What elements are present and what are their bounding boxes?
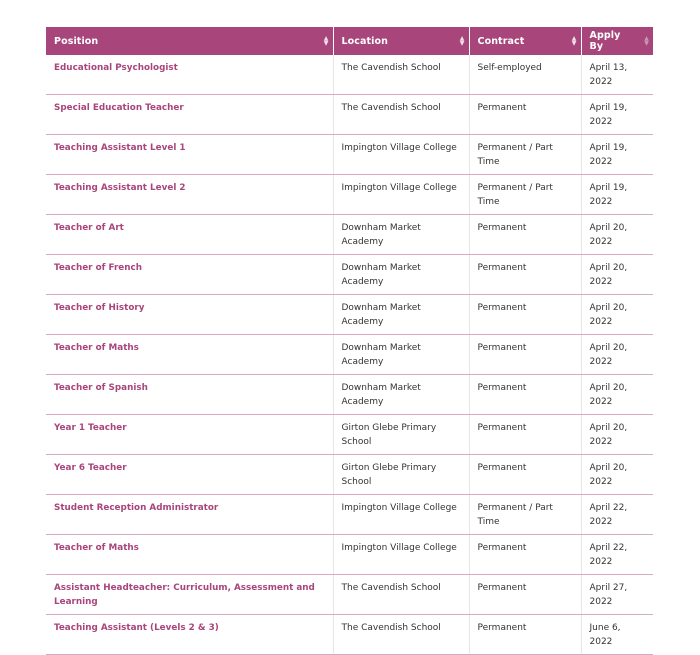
location-cell: Downham Market Academy bbox=[333, 215, 469, 255]
sort-ascending-icon[interactable]: ▲ ▼ bbox=[644, 35, 649, 47]
position-link[interactable]: Student Reception Administrator bbox=[46, 495, 333, 535]
table-row bbox=[46, 95, 653, 135]
contract-cell: Permanent / Part Time bbox=[469, 135, 581, 175]
position-link[interactable]: Teacher of Art bbox=[46, 215, 333, 255]
apply-by-cell: April 22, 2022 bbox=[581, 495, 653, 535]
apply-by-cell: April 20, 2022 bbox=[581, 415, 653, 455]
apply-by-cell: April 20, 2022 bbox=[581, 215, 653, 255]
table-header-row bbox=[46, 27, 653, 55]
position-link[interactable]: Teacher of Maths bbox=[46, 535, 333, 575]
location-cell: The Cavendish School bbox=[333, 55, 469, 95]
location-cell: Downham Market Academy bbox=[333, 295, 469, 335]
contract-cell: Self-employed bbox=[469, 55, 581, 95]
contract-cell: Permanent bbox=[469, 535, 581, 575]
table-row bbox=[46, 55, 653, 95]
apply-by-cell: April 20, 2022 bbox=[581, 335, 653, 375]
table-row bbox=[46, 415, 653, 455]
position-link[interactable]: Special Education Teacher bbox=[46, 95, 333, 135]
location-cell: The Cavendish School bbox=[333, 615, 469, 655]
table-row bbox=[46, 135, 653, 175]
location-cell: The Cavendish School bbox=[333, 575, 469, 615]
location-cell: Impington Village College bbox=[333, 175, 469, 215]
apply-by-cell: April 20, 2022 bbox=[581, 255, 653, 295]
apply-by-cell: April 20, 2022 bbox=[581, 455, 653, 495]
position-link[interactable]: Teacher of Maths bbox=[46, 335, 333, 375]
contract-cell: Permanent bbox=[469, 575, 581, 615]
table-row bbox=[46, 335, 653, 375]
contract-cell: Permanent bbox=[469, 375, 581, 415]
sort-arrows-icon[interactable]: ▲ ▼ bbox=[459, 35, 465, 47]
sort-arrows-icon[interactable]: ▲ ▼ bbox=[323, 35, 329, 47]
position-link[interactable]: Teaching Assistant (Levels 2 & 3) bbox=[46, 615, 333, 655]
contract-cell: Permanent / Part Time bbox=[469, 175, 581, 215]
vacancies-table bbox=[46, 27, 653, 655]
header-apply-by[interactable] bbox=[581, 27, 653, 55]
location-cell: Downham Market Academy bbox=[333, 255, 469, 295]
position-link[interactable]: Teacher of Spanish bbox=[46, 375, 333, 415]
location-cell: Impington Village College bbox=[333, 495, 469, 535]
position-link[interactable]: Year 1 Teacher bbox=[46, 415, 333, 455]
contract-cell: Permanent bbox=[469, 215, 581, 255]
apply-by-cell: April 20, 2022 bbox=[581, 295, 653, 335]
position-link[interactable]: Teaching Assistant Level 1 bbox=[46, 135, 333, 175]
position-link[interactable]: Teacher of French bbox=[46, 255, 333, 295]
apply-by-cell: April 19, 2022 bbox=[581, 175, 653, 215]
position-link[interactable]: Teaching Assistant Level 2 bbox=[46, 175, 333, 215]
table-row bbox=[46, 535, 653, 575]
vacancies-table-container bbox=[46, 27, 653, 655]
table-row bbox=[46, 615, 653, 655]
header-apply-by-label: Apply By bbox=[589, 30, 621, 52]
sort-arrows-icon[interactable]: ▲ ▼ bbox=[571, 35, 577, 47]
apply-by-cell: April 22, 2022 bbox=[581, 535, 653, 575]
table-row bbox=[46, 295, 653, 335]
location-cell: Girton Glebe Primary School bbox=[333, 455, 469, 495]
header-contract-label: Contract bbox=[477, 35, 525, 47]
header-location[interactable] bbox=[333, 27, 469, 55]
contract-cell: Permanent bbox=[469, 615, 581, 655]
header-position-label: Position bbox=[54, 35, 99, 47]
table-row bbox=[46, 495, 653, 535]
header-location-label: Location bbox=[341, 35, 389, 47]
position-link[interactable]: Assistant Headteacher: Curriculum, Assessment and Learning bbox=[46, 575, 333, 615]
location-cell: Impington Village College bbox=[333, 135, 469, 175]
apply-by-cell: April 13, 2022 bbox=[581, 55, 653, 95]
contract-cell: Permanent bbox=[469, 255, 581, 295]
header-position[interactable] bbox=[46, 27, 333, 55]
table-row bbox=[46, 215, 653, 255]
location-cell: The Cavendish School bbox=[333, 95, 469, 135]
table-row bbox=[46, 375, 653, 415]
contract-cell: Permanent / Part Time bbox=[469, 495, 581, 535]
apply-by-cell: April 20, 2022 bbox=[581, 375, 653, 415]
position-link[interactable]: Educational Psychologist bbox=[46, 55, 333, 95]
table-row bbox=[46, 255, 653, 295]
position-link[interactable]: Year 6 Teacher bbox=[46, 455, 333, 495]
location-cell: Impington Village College bbox=[333, 535, 469, 575]
position-link[interactable]: Teacher of History bbox=[46, 295, 333, 335]
location-cell: Downham Market Academy bbox=[333, 375, 469, 415]
table-row bbox=[46, 575, 653, 615]
apply-by-cell: April 19, 2022 bbox=[581, 95, 653, 135]
location-cell: Girton Glebe Primary School bbox=[333, 415, 469, 455]
contract-cell: Permanent bbox=[469, 415, 581, 455]
table-row bbox=[46, 175, 653, 215]
apply-by-cell: April 19, 2022 bbox=[581, 135, 653, 175]
header-contract[interactable] bbox=[469, 27, 581, 55]
contract-cell: Permanent bbox=[469, 295, 581, 335]
location-cell: Downham Market Academy bbox=[333, 335, 469, 375]
table-row bbox=[46, 455, 653, 495]
apply-by-cell: April 27, 2022 bbox=[581, 575, 653, 615]
contract-cell: Permanent bbox=[469, 455, 581, 495]
apply-by-cell: June 6, 2022 bbox=[581, 615, 653, 655]
contract-cell: Permanent bbox=[469, 335, 581, 375]
contract-cell: Permanent bbox=[469, 95, 581, 135]
